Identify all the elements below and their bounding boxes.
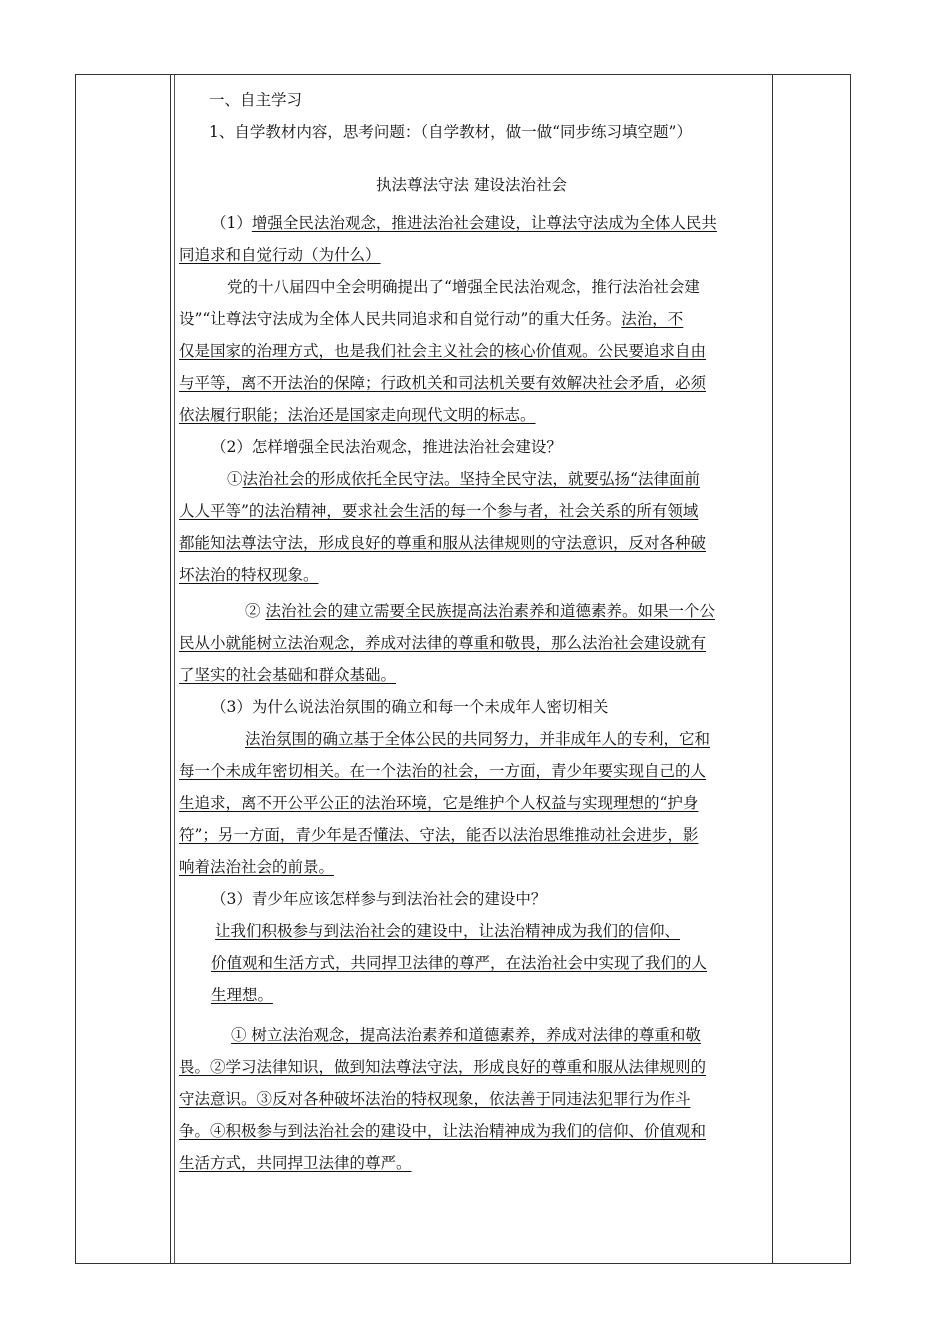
q2-point-1-marker: ① bbox=[227, 470, 243, 488]
right-column-divider bbox=[772, 75, 773, 1263]
q2-point-2-line-2: 民从小就能树立法治观念，养成对法律的尊重和敬畏，那么法治社会建设就有 bbox=[179, 634, 707, 652]
q2-point-2-text: 法治社会的建立需要全民族提高法治素养和道德素养。如果一个公 bbox=[265, 602, 715, 620]
q1-answer-line-2 bbox=[179, 303, 764, 335]
q2-point-2-line-3: 了坚实的社会基础和群众基础。 bbox=[179, 666, 397, 684]
q1-answer-underlined: 法治，不 bbox=[621, 310, 684, 328]
q2-point-1-line-1 bbox=[179, 463, 764, 495]
q3-answer-line-1: 法治氛围的确立基于全体公民的共同努力，并非成年人的专利，它和 bbox=[245, 730, 711, 748]
q4-measures-line-2: 畏。②学习法律知识，做到知法尊法守法，形成良好的尊重和服从法律规则的 bbox=[179, 1058, 707, 1076]
q1-question-part-1: 增强全民法治观念，推进法治社会建设，让尊法守法成为全体人民共 bbox=[251, 214, 717, 232]
q2-point-1-line-2: 人人平等”的法治精神，要求社会生活的每一个参与者，社会关系的所有领域 bbox=[179, 502, 699, 520]
q3-answer-line-4: 符”；另一方面，青少年是否懂法、守法，能否以法治思维推动社会进步，影 bbox=[179, 826, 699, 844]
q4-measures-line-5: 生活方式，共同捍卫法律的尊严。 bbox=[179, 1154, 412, 1172]
q4-answer-line-1: 让我们积极参与到法治社会的建设中，让法治精神成为我们的信仰、 bbox=[215, 922, 681, 940]
q1-question-part-2: 同追求和自觉行动（为什么） bbox=[179, 246, 381, 264]
left-column-divider-inner bbox=[174, 75, 175, 1263]
left-column-divider bbox=[170, 75, 171, 1263]
main-content bbox=[179, 84, 764, 1179]
q3-answer-line-3: 生追求，离不开公平公正的法治环境，它是维护个人权益与实现理想的“护身 bbox=[179, 794, 699, 812]
q4-measures-line-4: 争。④积极参与到法治社会的建设中，让法治精神成为我们的信仰、价值观和 bbox=[179, 1122, 707, 1140]
q1-answer-line-1: 党的十八届四中全会明确提出了“增强全民法治观念，推行法治社会建 bbox=[227, 278, 700, 296]
q1-answer-text: 设”“让尊法守法成为全体人民共同追求和自觉行动”的重大任务。 bbox=[179, 310, 622, 328]
q4-measures-line-3: 守法意识。③反对各种破坏法治的特权现象，依法善于同违法犯罪行为作斗 bbox=[179, 1090, 691, 1108]
q1-label: （1） bbox=[211, 214, 252, 232]
section-heading: 一、自主学习 bbox=[209, 91, 303, 109]
q3-question: （3）为什么说法治氛围的确立和每一个未成年人密切相关 bbox=[211, 698, 609, 716]
q2-point-2-line-1 bbox=[179, 595, 764, 627]
q2-point-2-marker: ② bbox=[245, 602, 261, 620]
q1-answer-line-3: 仅是国家的治理方式，也是我们社会主义社会的核心价值观。公民要追求自由 bbox=[179, 342, 707, 360]
q4-answer-line-3-text: 生理想。 bbox=[211, 986, 274, 1004]
q1-line-2 bbox=[179, 239, 764, 271]
q1-answer-line-4: 与平等，离不开法治的保障；行政机关和司法机关要有效解决社会矛盾，必须 bbox=[179, 374, 707, 392]
document-title: 执法尊法守法 建设法治社会 bbox=[376, 176, 567, 194]
q4-question: （3）青少年应该怎样参与到法治社会的建设中？ bbox=[211, 890, 547, 908]
q2-question: （2）怎样增强全民法治观念，推进法治社会建设？ bbox=[211, 438, 562, 456]
q3-answer-line-5: 响着法治社会的前景。 bbox=[179, 858, 335, 876]
q4-answer-line-3 bbox=[179, 979, 764, 1011]
q1-answer-line-5: 依法履行职能；法治还是国家走向现代文明的标志。 bbox=[179, 406, 536, 424]
q2-point-1-text: 法治社会的形成依托全民守法。坚持全民守法，就要弘扬“法律面前 bbox=[242, 470, 700, 488]
q3-answer-line-2: 每一个未成年密切相关。在一个法治的社会，一方面，青少年要实现自己的人 bbox=[179, 762, 707, 780]
q4-measures-line-1: ① 树立法治观念，提高法治素养和道德素养，养成对法律的尊重和敬 bbox=[231, 1026, 701, 1044]
q1-line-1 bbox=[179, 207, 764, 239]
instruction-text: 1、自学教材内容，思考问题：（自学教材，做一做“同步练习填空题”） bbox=[209, 123, 692, 141]
q2-point-1-line-4: 坏法治的特权现象。 bbox=[179, 566, 319, 584]
q2-point-1-line-3: 都能知法尊法守法，形成良好的尊重和服从法律规则的守法意识，反对各种破 bbox=[179, 534, 707, 552]
q4-answer-line-2: 价值观和生活方式，共同捍卫法律的尊严，在法治社会中实现了我们的人 bbox=[211, 954, 708, 972]
